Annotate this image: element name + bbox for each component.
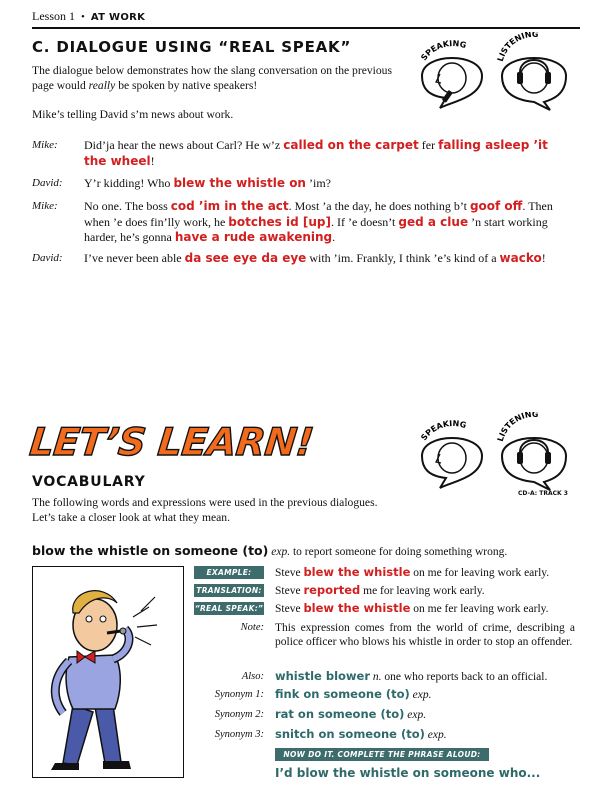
dialogue-text bbox=[84, 251, 572, 267]
speaking-listening-icon bbox=[410, 32, 580, 112]
dialogue-line bbox=[32, 199, 572, 246]
slang-expression: cod ’im in the act bbox=[170, 199, 289, 213]
vocab-term: blow the whistle on someone (to) bbox=[32, 543, 269, 558]
example-text: Steve blew the whistle on me for leaving work early. bbox=[275, 565, 550, 579]
vocab-pos: exp. bbox=[271, 546, 291, 558]
slang-expression: have a rude awakening bbox=[174, 230, 333, 244]
synonym-label: Synonym 1: bbox=[214, 689, 264, 700]
dialogue-segment: . bbox=[332, 230, 336, 244]
running-header bbox=[32, 9, 145, 24]
dialogue-segment: ! bbox=[150, 153, 155, 168]
header-rule bbox=[32, 27, 580, 29]
synonym-text: snitch on someone (to) exp. bbox=[275, 727, 447, 741]
lesson-topic: AT WORK bbox=[90, 12, 146, 23]
dialogue-segment: ’im? bbox=[305, 176, 331, 190]
slang-expression: da see eye da eye bbox=[184, 251, 307, 265]
cd-track-label: CD-A: TRACK 3 bbox=[518, 490, 568, 497]
example-label: EXAMPLE: bbox=[194, 566, 264, 579]
now-do-it-label: NOW DO IT. COMPLETE THE PHRASE ALOUD: bbox=[275, 748, 489, 761]
slang-expression: botches id [up] bbox=[228, 214, 331, 229]
svg-text:SPEAKING: SPEAKING bbox=[419, 418, 468, 443]
also-text: whistle blower n. one who reports back to an official. bbox=[275, 669, 548, 683]
also-label: Also: bbox=[241, 671, 264, 682]
dialogue-segment: No one. The boss bbox=[84, 199, 171, 213]
synonym-label: Synonym 2: bbox=[214, 709, 264, 720]
section-title: C. DIALOGUE USING “REAL SPEAK” bbox=[32, 38, 352, 56]
speaker-name: Mike: bbox=[32, 139, 58, 151]
dialogue-segment: Y’r kidding! Who bbox=[84, 176, 174, 190]
slang-expression: ged a clue bbox=[398, 214, 469, 229]
synonym-label: Synonym 3: bbox=[214, 729, 264, 740]
slang-expression: wacko bbox=[499, 251, 542, 265]
dialogue-segment: Did’ja hear the news about Carl? He w’z bbox=[84, 138, 284, 152]
dialogue-text bbox=[84, 138, 572, 169]
synonym-text: fink on someone (to) exp. bbox=[275, 687, 432, 701]
svg-text:LISTENING: LISTENING bbox=[495, 412, 539, 443]
speaker-name: Mike: bbox=[32, 200, 58, 212]
vocabulary-intro: The following words and expressions were used in the previous dialogues. Let’s take a closer look at what they mean. bbox=[32, 496, 378, 524]
slang-expression: called on the carpet bbox=[283, 138, 419, 152]
speaker-name: David: bbox=[32, 177, 63, 189]
dialogue-segment: . Most ’a the day, he does nothing b’t bbox=[288, 199, 470, 213]
dialogue-segment: ! bbox=[541, 251, 546, 265]
slang-expression: blew the whistle on bbox=[173, 176, 306, 190]
real-speak-label: “REAL SPEAK:” bbox=[194, 604, 264, 613]
speaker-name: David: bbox=[32, 252, 63, 264]
vocab-definition: to report someone for doing something wrong. bbox=[290, 546, 508, 558]
real-speak-text: Steve blew the whistle on me fer leaving work early. bbox=[275, 601, 549, 615]
lets-learn-title: LET’S LEARN! bbox=[27, 420, 316, 464]
speaking-listening-icon-2 bbox=[410, 412, 580, 492]
slang-expression: goof off bbox=[469, 199, 523, 213]
translation-label: TRANSLATION: bbox=[194, 584, 264, 597]
dialogue-text bbox=[84, 199, 572, 246]
dialogue-segment: . If ’e doesn’t bbox=[330, 214, 399, 229]
dialogue-text bbox=[84, 176, 572, 192]
translation-text: Steve reported me for leaving work early. bbox=[275, 583, 485, 597]
dialogue-lead: Mike’s telling David s’m news about work. bbox=[32, 108, 234, 121]
dialogue-segment: . Then when ’e does fin’lly work, he bbox=[84, 199, 553, 229]
note-text: This expression comes from the world of crime, describing a police officer who blows his whistle in order to stop an offender. bbox=[275, 622, 575, 648]
whistle-cartoon bbox=[32, 566, 184, 778]
dialogue-line bbox=[32, 138, 572, 169]
lesson-number: Lesson 1 bbox=[32, 9, 75, 23]
now-do-it-phrase: I’d blow the whistle on someone who... bbox=[275, 766, 541, 780]
header-bullet: • bbox=[81, 11, 85, 23]
dialogue-line bbox=[32, 176, 572, 192]
vocabulary-title: VOCABULARY bbox=[32, 474, 146, 490]
synonym-text: rat on someone (to) exp. bbox=[275, 707, 427, 721]
svg-text:SPEAKING: SPEAKING bbox=[419, 38, 468, 63]
note-label: Note: bbox=[240, 622, 264, 633]
svg-text:LISTENING: LISTENING bbox=[495, 32, 539, 63]
dialogue-line bbox=[32, 251, 572, 267]
dialogue-segment: with ’im. Frankly, I think ’e’s kind of a bbox=[306, 251, 500, 265]
dialogue-segment: I’ve never been able bbox=[84, 251, 185, 265]
dialogue-segment: ’n start working harder, he’s gonna bbox=[84, 214, 548, 244]
slang-expression: falling asleep ’it the wheel bbox=[84, 138, 548, 168]
vocab-entry bbox=[32, 543, 507, 558]
section-intro: The dialogue below demonstrates how the slang conversation on the previous page would really be spoken by native speakers! bbox=[32, 64, 392, 92]
dialogue-segment: fer bbox=[418, 138, 439, 152]
